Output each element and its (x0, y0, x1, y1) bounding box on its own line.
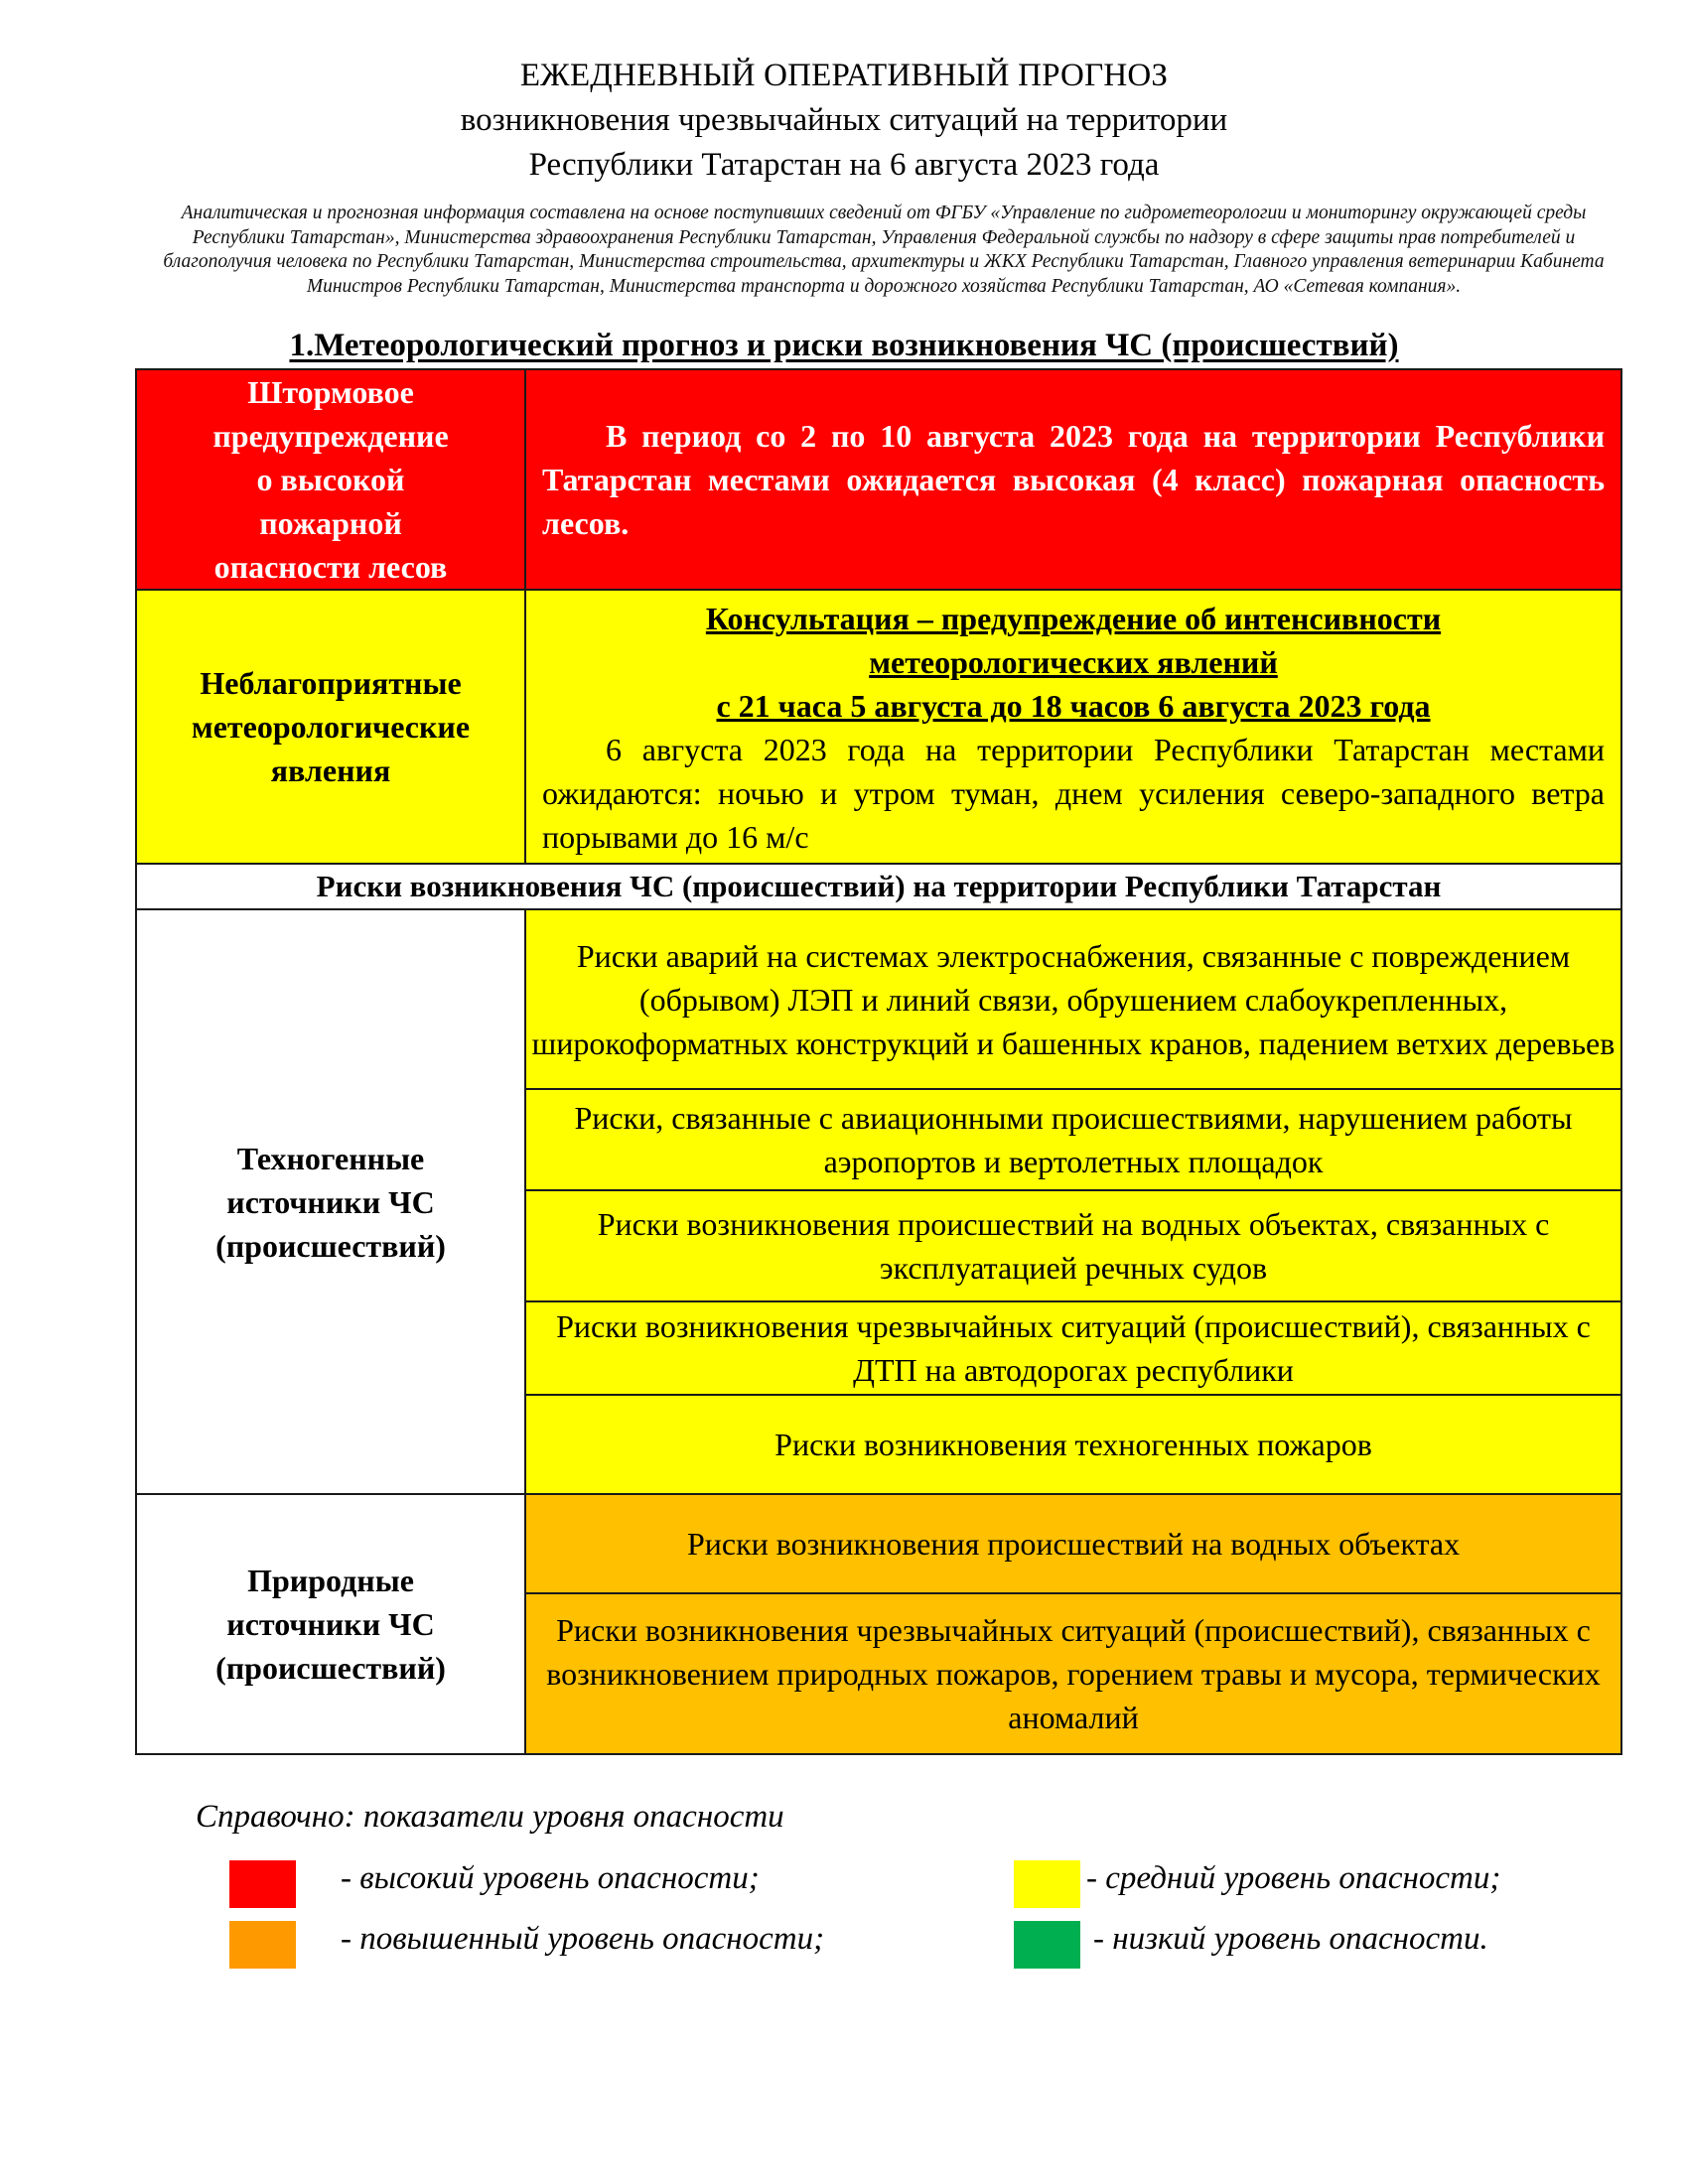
weather-forecast-text (526, 728, 1620, 863)
section-title-text: 1.Метеорологический прогноз и риски возникновения ЧС (происшествий) (289, 328, 1399, 363)
label-line: о высокой (256, 462, 405, 497)
report-subtitle: возникновения чрезвычайных ситуаций на территории (460, 102, 1228, 138)
legend-title: Справочно: показатели уровня опасности (196, 1799, 784, 1835)
consultation-title (526, 591, 1620, 728)
label-line: (происшествий) (215, 1650, 446, 1686)
natural-risk-wildfires: Риски возникновения чрезвычайных ситуаций (происшествий), связанных с возникновением природных пожаров, горением травы и мусора, термических аномалий (525, 1593, 1621, 1754)
natural-label (136, 1494, 525, 1754)
label-line: Неблагоприятные (200, 665, 462, 701)
legend-label-elevated: - повышенный уровень опасности; (341, 1921, 825, 1957)
storm-warning-text (526, 414, 1620, 545)
storm-warning-row (136, 369, 1621, 590)
legend-swatch-medium (1014, 1860, 1080, 1908)
consultation-title-line: метеорологических явлений (869, 644, 1278, 680)
label-line: Техногенные (236, 1140, 425, 1176)
legend-label-high: - высокий уровень опасности; (341, 1860, 760, 1896)
label-line: источники ЧС (226, 1183, 435, 1220)
label-line: Природные (247, 1563, 414, 1598)
technogenic-label (136, 909, 525, 1494)
sources-note: Аналитическая и прогнозная информация составлена на основе поступивших сведений от ФГБУ «Управление по гидрометеорологии и мониторингу окружающей среды Республики Татарстан», Министерства здравоохранения Республики Татарстан, Управления Федеральной службы по надзору в сфере защиты прав потребителей и благополучия человека по Республики Татарстан, Министерства строительства, архитектуры и ЖКХ Республики Татарстан, Главного управления ветеринарии Кабинета Министров Республики Татарстан, Министерства транспорта и дорожного хозяйства Республики Татарстан, АО «Сетевая компания». (163, 203, 1605, 297)
storm-warning-text-body: В период со 2 по 10 августа 2023 года на территории Республики Татарстан местами ожидается высокая (4 класс) пожарная опасность лесов. (542, 418, 1605, 541)
technogenic-risk-road-accidents: Риски возникновения чрезвычайных ситуаций (происшествий), связанных с ДТП на автодорогах республики (525, 1301, 1621, 1395)
adverse-weather-cell (525, 590, 1621, 864)
label-line: опасности лесов (213, 549, 448, 585)
consultation-period: с 21 часа 5 августа до 18 часов 6 августа 2023 года (716, 688, 1431, 724)
label-line: пожарной (259, 505, 402, 541)
risks-header: Риски возникновения ЧС (происшествий) на территории Республики Татарстан (136, 864, 1621, 909)
adverse-weather-label (136, 590, 525, 864)
label-line: источники ЧС (226, 1606, 435, 1642)
technogenic-risk-power: Риски аварий на системах электроснабжения, связанные с повреждением (обрывом) ЛЭП и линий связи, обрушением слабоукрепленных, широкоформатных конструкций и башенных кранов, падением ветхих деревьев (525, 909, 1621, 1089)
legend-swatch-low (1014, 1921, 1080, 1969)
storm-warning-cell (525, 369, 1621, 590)
consultation-title-line: Консультация – предупреждение об интенсивности (705, 601, 1442, 636)
weather-forecast-text-body: 6 августа 2023 года на территории Республики Татарстан местами ожидаются: ночью и утром туман, днем усиления северо-западного ветра порывами до 16 м/с (542, 732, 1605, 855)
label-line: Штормовое (247, 374, 414, 410)
report-date-line: Республики Татарстан на 6 августа 2023 года (528, 147, 1160, 183)
technogenic-risk-water-vessels: Риски возникновения происшествий на водных объектах, связанных с эксплуатацией речных судов (525, 1190, 1621, 1301)
adverse-weather-row (136, 590, 1621, 864)
legend-swatch-high (229, 1860, 296, 1908)
report-title: ЕЖЕДНЕВНЫЙ ОПЕРАТИВНЫЙ ПРОГНОЗ (519, 58, 1169, 93)
section-title (0, 328, 1688, 364)
natural-risk-row (136, 1494, 1621, 1593)
risks-header-row (136, 864, 1621, 909)
storm-warning-label (136, 369, 525, 590)
label-line: предупреждение (212, 418, 449, 454)
forecast-table (135, 368, 1622, 1755)
legend-label-low: - низкий уровень опасности. (1093, 1921, 1488, 1957)
legend-swatch-elevated (229, 1921, 296, 1969)
technogenic-risk-aviation: Риски, связанные с авиационными происшествиями, нарушением работы аэропортов и вертолетных площадок (525, 1089, 1621, 1190)
technogenic-risk-fires: Риски возникновения техногенных пожаров (525, 1395, 1621, 1494)
natural-risk-water: Риски возникновения происшествий на водных объектах (525, 1494, 1621, 1593)
legend-label-medium: - средний уровень опасности; (1086, 1860, 1501, 1896)
technogenic-risk-row (136, 909, 1621, 1089)
label-line: явления (270, 752, 391, 788)
label-line: метеорологические (191, 709, 471, 745)
label-line: (происшествий) (215, 1227, 446, 1264)
